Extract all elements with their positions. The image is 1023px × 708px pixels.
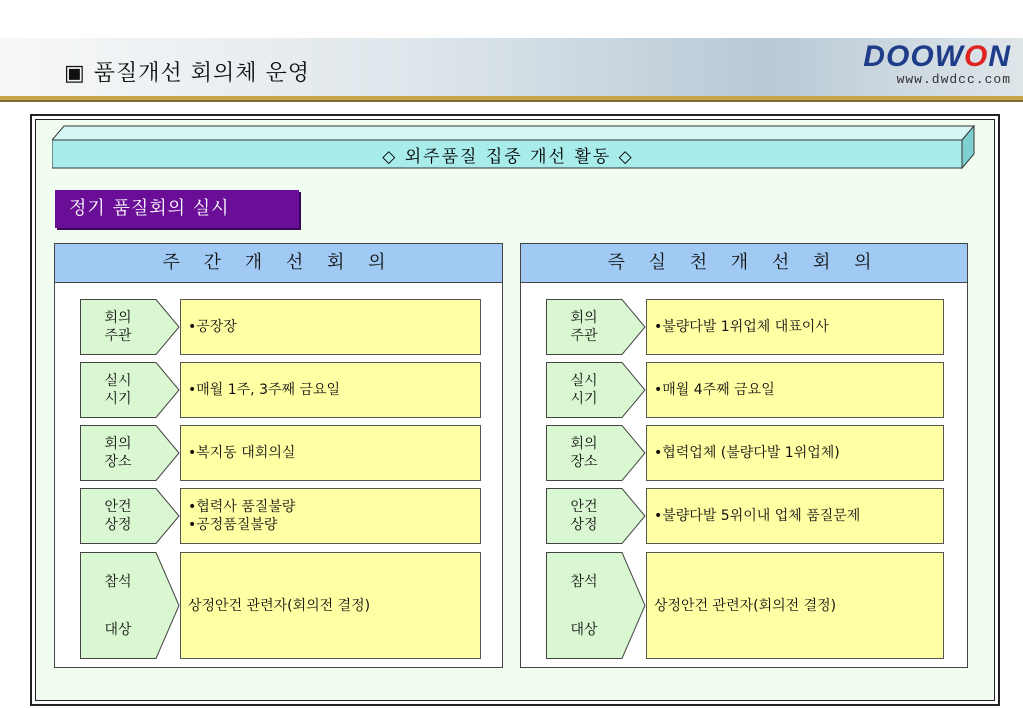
row-value-text: •매월 4주째 금요일: [654, 382, 775, 398]
row-value-text: 상정안건 관련자(회의전 결정): [654, 597, 837, 614]
panel-title: 주 간 개 선 회 의: [55, 244, 502, 283]
row-label-text: 장소: [104, 454, 132, 470]
row-label: [80, 488, 176, 544]
chevron-shape: [546, 552, 646, 659]
row-label-text: 상정: [570, 517, 598, 533]
row-value: [646, 362, 944, 418]
row-value: [646, 488, 944, 544]
row-value-text: •불량다발 5위이내 업체 품질문제: [654, 508, 861, 524]
chevron-shape: [80, 552, 180, 659]
row-label-text: 대상: [104, 621, 132, 638]
row-label-text: 회의: [570, 436, 598, 452]
row-value-text: •협력사 품질불량: [188, 499, 296, 515]
row-value-text: 상정안건 관련자(회의전 결정): [188, 597, 371, 614]
row-label: [546, 362, 642, 418]
row-label-text: 참석: [570, 573, 598, 590]
row-label-text: 장소: [570, 454, 598, 470]
meeting-row: [55, 425, 502, 481]
row-label-text: 회의: [570, 310, 598, 326]
row-label-text: 주관: [570, 328, 598, 344]
row-value-text: •매월 1주, 3주째 금요일: [188, 382, 341, 398]
row-value: [646, 552, 944, 659]
meeting-row: [521, 552, 967, 659]
section-tag: 정기 품질회의 실시: [55, 190, 299, 228]
row-label: [546, 552, 642, 659]
header-divider-shadow: [0, 100, 1023, 102]
row-label-text: 안건: [104, 499, 132, 515]
weekly-meeting-panel: [54, 243, 503, 668]
immediate-meeting-panel: [520, 243, 968, 668]
row-label: [80, 552, 176, 659]
row-value: [180, 552, 481, 659]
meeting-row: [55, 299, 502, 355]
row-label-text: 실시: [104, 373, 132, 389]
row-label-text: 회의: [104, 310, 132, 326]
logo-url: www.dwdcc.com: [896, 72, 1011, 87]
row-value-text: •공장장: [188, 319, 237, 335]
row-label-text: 주관: [104, 328, 132, 344]
panel-title: 즉 실 천 개 선 회 의: [521, 244, 967, 283]
logo-text: DOOWON: [863, 40, 1011, 73]
row-value: [180, 362, 481, 418]
row-label-text: 상정: [104, 517, 132, 533]
row-label-text: 실시: [570, 373, 598, 389]
row-label: [80, 425, 176, 481]
row-value: [646, 425, 944, 481]
row-label-text: 대상: [570, 621, 598, 638]
meeting-row: [521, 362, 967, 418]
row-label: [80, 299, 176, 355]
company-logo: [863, 42, 1011, 87]
row-label-text: 안건: [570, 499, 598, 515]
row-value: [180, 425, 481, 481]
activity-banner: [52, 122, 976, 170]
row-label-text: 회의: [104, 436, 132, 452]
row-value-text: •복지동 대회의실: [188, 445, 296, 461]
row-value: [180, 488, 481, 544]
row-label: [546, 488, 642, 544]
row-label-text: 참석: [104, 573, 132, 590]
row-label: [546, 425, 642, 481]
page-title: ▣ 품질개선 회의체 운영: [64, 61, 311, 86]
row-label-text: 시기: [570, 391, 598, 407]
meeting-row: [521, 488, 967, 544]
row-value-text: •협력업체 (불량다발 1위업체): [654, 445, 840, 461]
row-value: [646, 299, 944, 355]
row-label-text: 시기: [104, 391, 132, 407]
row-label: [546, 299, 642, 355]
row-value-text: •불량다발 1위업체 대표이사: [654, 319, 829, 335]
meeting-row: [55, 362, 502, 418]
meeting-row: [55, 488, 502, 544]
banner-title: ◇ 외주품질 집중 개선 활동 ◇: [382, 147, 634, 167]
logo-wordmark: [863, 42, 1011, 72]
row-value: [180, 299, 481, 355]
meeting-row: [55, 552, 502, 659]
row-label: [80, 362, 176, 418]
meeting-row: [521, 425, 967, 481]
meeting-row: [521, 299, 967, 355]
row-value-text: •공정품질불량: [188, 517, 278, 533]
